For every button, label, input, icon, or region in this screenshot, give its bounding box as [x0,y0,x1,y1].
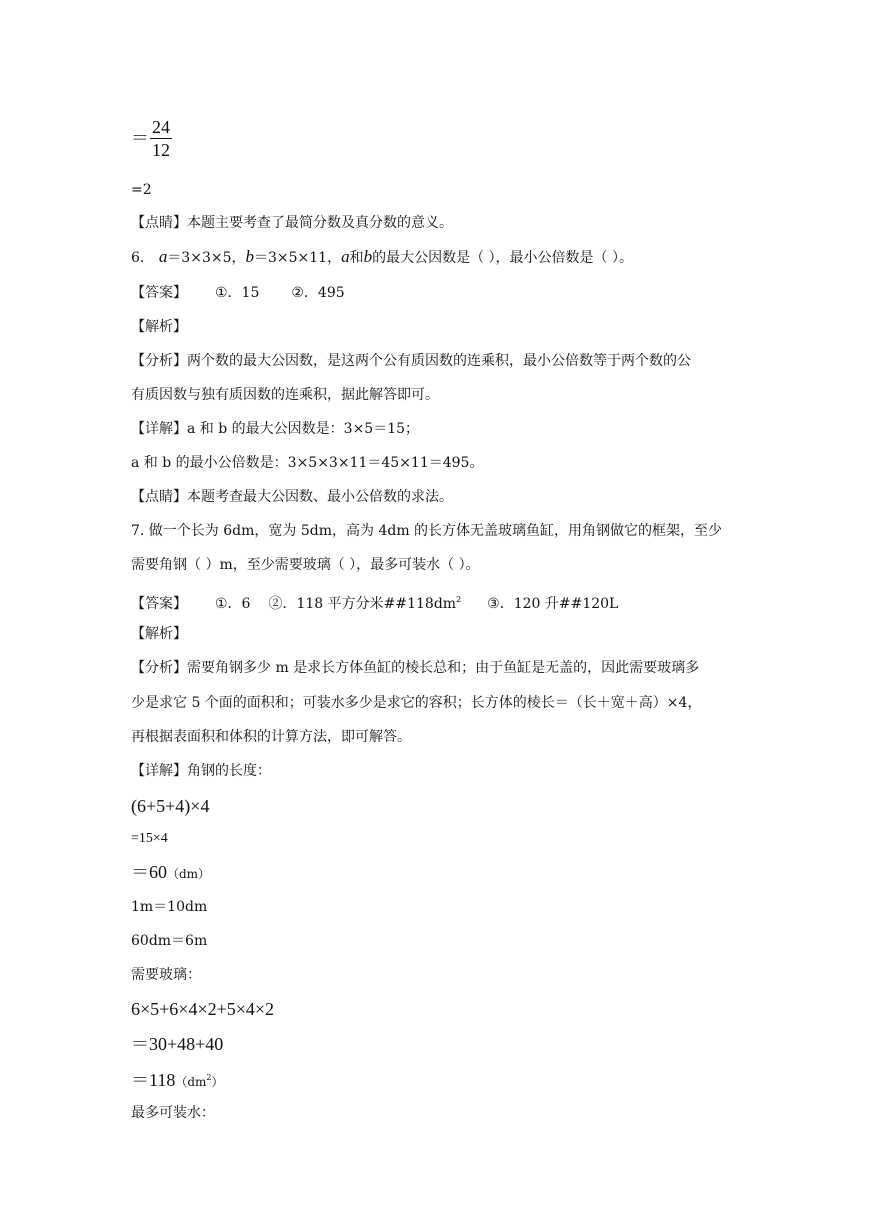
fenxi-7-line-1: 【分析】需要角钢多少 m 是求长方体鱼缸的棱长总和；由于鱼缸是无盖的，因此需要玻璃多 [131,660,700,676]
fraction-denominator: 12 [152,140,170,160]
calc-line-7: ＝30+48+40 [131,1034,224,1054]
calc-line-3 [131,862,210,884]
calc-line-3-value: ＝60 [131,862,167,882]
result-line: =2 [131,182,152,198]
answer-label: 【答案】 [131,596,187,612]
q6-var-a: a [158,247,168,266]
equals-sign: ＝ [131,128,149,148]
fenxi-7-line-3: 再根据表面积和体积的计算方法，即可解答。 [131,729,411,745]
jiexi-6: 【解析】 [131,319,187,335]
q6-a-expr: ＝3×3×5， [167,250,246,266]
dianjing-6: 【点睛】本题考查最大公因数、最小公倍数的求法。 [131,489,453,505]
fraction-bar [150,138,172,139]
answer-6-choice-2: ②．495 [291,285,345,301]
q6-var-b2: b [363,247,373,266]
calc-line-2: =15×4 [131,831,168,846]
fenxi-7-line-2: 少是求它 5 个面的面积和；可装水多少是求它的容积；长方体的棱长＝（长＋宽＋高）×4， [131,695,702,711]
question-7-line-1: 7. 做一个长为 6dm，宽为 5dm，高为 4dm 的长方体无盖玻璃鱼缸，用角钢做它的框架，至少 [131,523,723,539]
dianjing-5: 【点睛】本题主要考查了最简分数及真分数的意义。 [131,215,453,231]
answer-7-choice-3: ③．120 升##120L [487,596,619,612]
calc-line-6: 6×5+6×4×2+5×4×2 [131,999,275,1019]
answer-7 [131,590,618,614]
calc-line-1: (6+5+4)×4 [131,796,210,816]
calc-line-8-superscript: 2 [206,1073,212,1082]
answer-6 [131,283,345,303]
calc-line-8-unit: （dm [175,1075,207,1089]
fraction [150,117,172,160]
calc-line-8-value: ＝118 [131,1070,176,1090]
fenxi-6-line-1: 【分析】两个数的最大公因数，是这两个公有质因数的连乘积，最小公倍数等于两个数的公 [131,353,691,369]
xiangjie-7: 【详解】角钢的长度： [131,763,271,779]
q6-var-b: b [245,247,254,266]
fenxi-6-line-2: 有质因数与独有质因数的连乘积，据此解答即可。 [131,387,439,403]
question-6 [131,247,633,268]
q6-b-expr: ＝3×5×11， [254,250,342,266]
calc-line-8 [131,1068,224,1092]
q6-var-a2: a [341,247,350,266]
calc-line-3-unit: （dm） [167,867,211,881]
xiangjie-6-line-1: 【详解】a 和 b 的最大公因数是：3×5＝15； [131,421,420,437]
calc-line-8-close: ） [211,1075,224,1089]
zuiduo-label: 最多可装水： [131,1105,215,1121]
fraction-numerator: 24 [152,117,170,137]
q6-number: 6. [131,250,145,266]
answer-7-superscript: 2 [456,595,462,604]
boli-label: 需要玻璃： [131,967,201,983]
q6-and: 和 [349,250,364,266]
answer-7-choice-2: ②．118 平方分米##118dm [268,596,457,612]
calc-line-5: 60dm＝6m [131,933,208,949]
q6-rest: 的最大公因数是（ ），最小公倍数是（ ）。 [372,250,633,266]
answer-label: 【答案】 [131,285,187,301]
question-7-line-2: 需要角钢（ ）m，至少需要玻璃（ ），最多可装水（ ）。 [131,557,480,573]
calc-line-4: 1m＝10dm [131,899,208,915]
xiangjie-6-line-2: a 和 b 的最小公倍数是：3×5×3×11＝45×11＝495。 [131,455,484,471]
jiexi-7: 【解析】 [131,626,187,642]
answer-6-choice-1: ①．15 [215,285,260,301]
answer-7-choice-1: ①．6 [215,596,251,612]
